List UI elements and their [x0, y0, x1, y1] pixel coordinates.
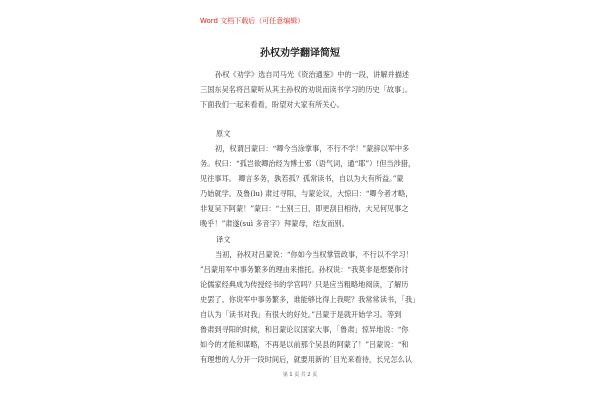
original-line: 初，权谓吕蒙曰：“卿今当涂掌事，不行不学！”蒙辞以军中多 [215, 144, 410, 153]
watermark-text: Word 文档下载后（可任意编辑） [200, 17, 305, 25]
translation-line: 鲁肃到寻阳的时候，和吕蒙论议国家大事，「鲁肃」惊异地说：“你 [200, 325, 409, 334]
translation-heading: 译文 [216, 235, 231, 244]
translation-line: 如今的才能和谋略，不再是以前那个吴县的阿蒙了！”吕蒙说：“和 [200, 340, 409, 349]
translation-line: 有理想的人分开一段时间后，就要用新的`目光来看待，长兄怎么认 [200, 355, 413, 364]
translation-line: ”吕蒙用军中事务繁多的理由来推托。孙权说：“我莫非是想要你讨 [200, 265, 409, 274]
translation-line: 史罢了。你说军中事务繁多，谁能够比得上我呢？我常常读书，「我」 [200, 295, 420, 304]
document-title: 孙权劝学翻译简短 [260, 48, 340, 59]
original-heading: 原文 [216, 129, 231, 138]
original-line: 非复吴下阿蒙！”蒙曰：“士别三日，即更刮目相待，大兄何见事之 [200, 204, 409, 213]
translation-line: 论儒家经典成为传授经书的学官吗？只是应当粗略地阅读，了解历 [200, 280, 409, 289]
intro-line: 下面我们一起来看看，盼望对大家有所关心。 [200, 100, 344, 109]
intro-line: 孙权《劝学》选自司马光《资治通鉴》中的一段，讲解并描述 [215, 70, 410, 79]
translation-line: 当初，孙权对吕蒙说：“你如今当权掌管政事，不行以不学习！ [215, 250, 413, 259]
translation-line: 自认为「读书对我」有很大的好处。”吕蒙于是就开始学习。等到 [200, 310, 402, 319]
original-line: 晚乎！”肃遂(suì 多音字）拜蒙母，结友而别。 [200, 219, 349, 228]
original-line: 见往事耳。 卿言多务，孰若孤？孤常读书，自以为大有所益。”蒙 [200, 174, 404, 183]
intro-line: 三国东吴名将吕蒙听从其主孙权的劝说而读书学习的历史「故事」。 [200, 85, 413, 94]
page-footer: 第 1 页 共 2 页 [282, 372, 318, 378]
original-line: 务。权曰：“孤岂欲卿治经为博士邪（语气词，通“耶”）!但当涉猎， [200, 159, 416, 168]
original-line: 乃始就学。及鲁(lu) 肃过寻阳，与蒙论议，大惊曰：“卿今者才略， [200, 189, 413, 198]
